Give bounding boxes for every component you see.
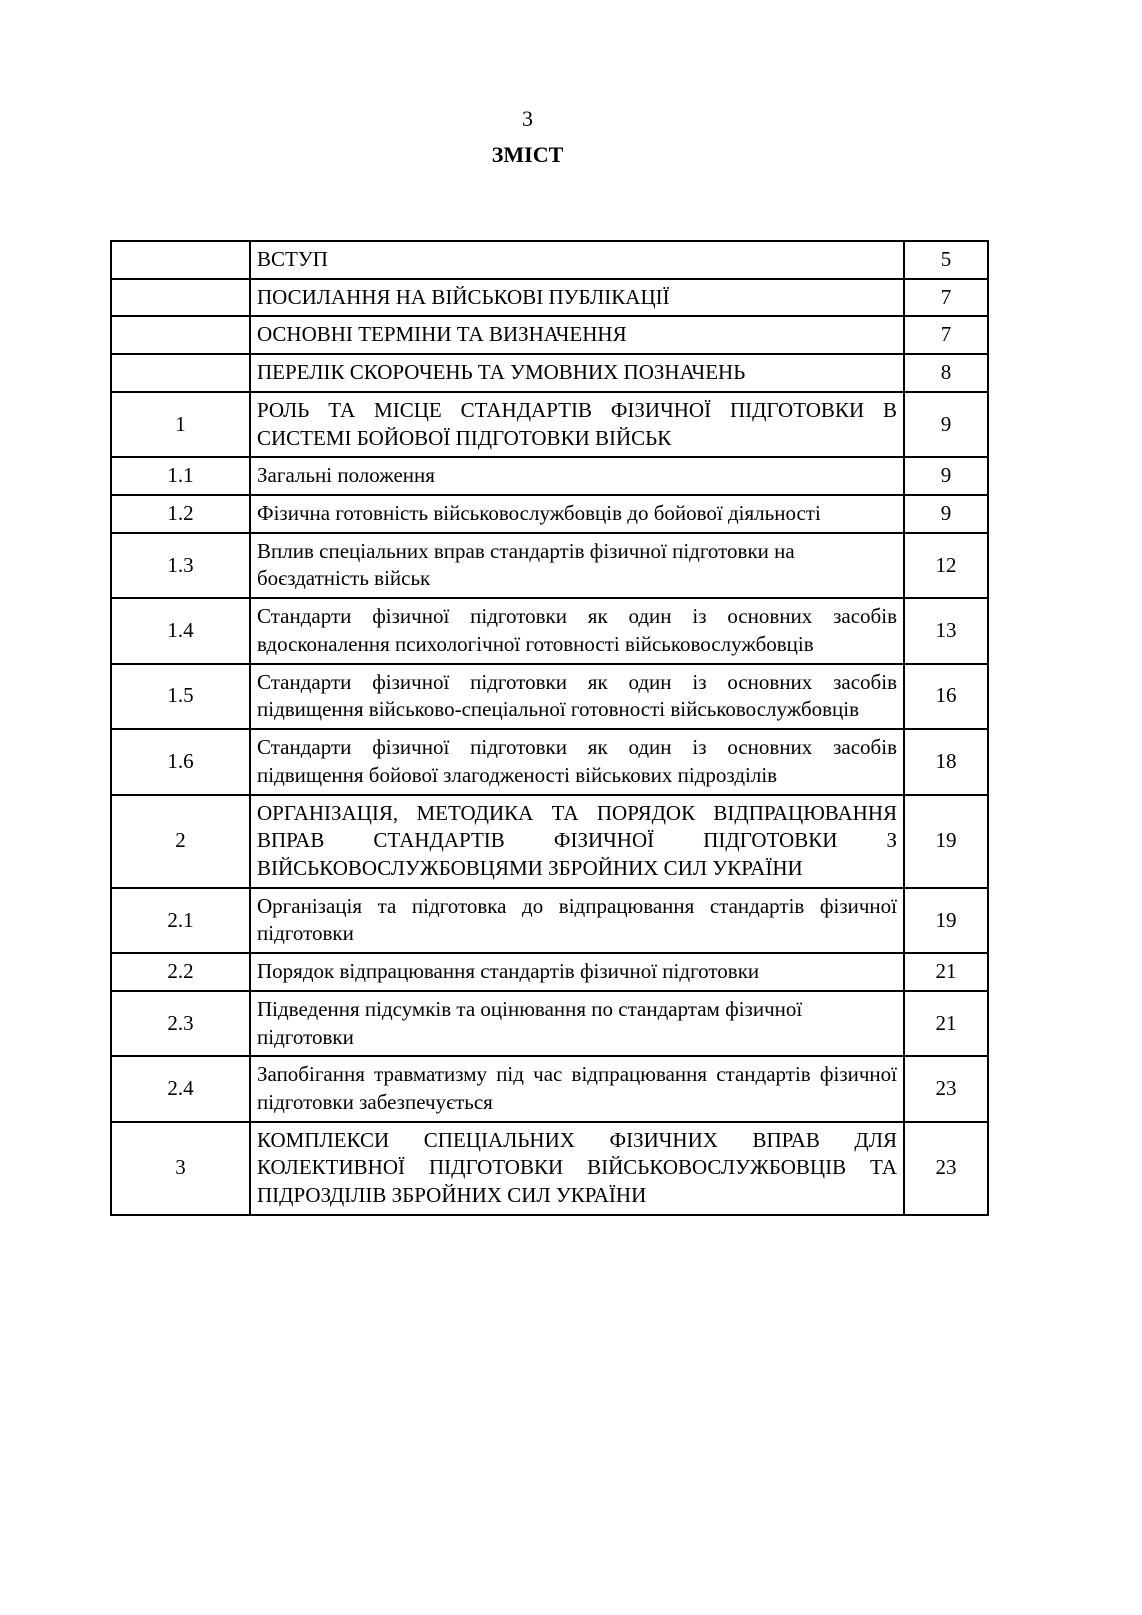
toc-row — [111, 241, 988, 279]
toc-row — [111, 598, 988, 663]
toc-section-number: 2.2 — [111, 953, 250, 991]
toc-section-number: 2.4 — [111, 1056, 250, 1121]
toc-section-number: 1.4 — [111, 598, 250, 663]
toc-entry-title: ПОСИЛАННЯ НА ВІЙСЬКОВІ ПУБЛІКАЦІЇ — [250, 279, 904, 317]
toc-row — [111, 729, 988, 794]
toc-section-number: 3 — [111, 1122, 250, 1215]
toc-row — [111, 495, 988, 533]
toc-entry-page: 16 — [904, 664, 988, 729]
toc-entry-page: 18 — [904, 729, 988, 794]
toc-row — [111, 991, 988, 1056]
toc-entry-page: 12 — [904, 533, 988, 598]
toc-row — [111, 354, 988, 392]
toc-section-number: 2.1 — [111, 888, 250, 953]
toc-entry-page: 9 — [904, 457, 988, 495]
toc-section-number — [111, 354, 250, 392]
toc-row — [111, 888, 988, 953]
toc-entry-page: 9 — [904, 392, 988, 457]
toc-entry-page: 19 — [904, 795, 988, 888]
toc-entry-page: 7 — [904, 316, 988, 354]
toc-table — [110, 240, 989, 1216]
toc-entry-page: 9 — [904, 495, 988, 533]
toc-entry-page: 5 — [904, 241, 988, 279]
toc-entry-title: Фізична готовність військовослужбовців до бойової діяльності — [250, 495, 904, 533]
toc-entry-title: РОЛЬ ТА МІСЦЕ СТАНДАРТІВ ФІЗИЧНОЇ ПІДГОТОВКИ В СИСТЕМІ БОЙОВОЇ ПІДГОТОВКИ ВІЙСЬК — [250, 392, 904, 457]
toc-section-number: 1.1 — [111, 457, 250, 495]
toc-entry-title: ВСТУП — [250, 241, 904, 279]
toc-entry-title: Вплив спеціальних вправ стандартів фізичної підготовки на боєздатність військ — [250, 533, 904, 598]
toc-section-number: 1 — [111, 392, 250, 457]
toc-entry-page: 13 — [904, 598, 988, 663]
toc-entry-title: Організація та підготовка до відпрацювання стандартів фізичної підготовки — [250, 888, 904, 953]
toc-entry-title: ОРГАНІЗАЦІЯ, МЕТОДИКА ТА ПОРЯДОК ВІДПРАЦЮВАННЯ ВПРАВ СТАНДАРТІВ ФІЗИЧНОЇ ПІДГОТОВКИ З ВІЙСЬКОВОСЛУЖБОВЦЯМИ ЗБРОЙНИХ СИЛ УКРАЇНИ — [250, 795, 904, 888]
toc-section-number: 1.2 — [111, 495, 250, 533]
toc-row — [111, 1056, 988, 1121]
toc-row — [111, 392, 988, 457]
page-title: ЗМІСТ — [491, 142, 564, 167]
toc-row — [111, 457, 988, 495]
toc-entry-page: 19 — [904, 888, 988, 953]
toc-row — [111, 795, 988, 888]
toc-entry-title: Запобігання травматизму під час відпрацювання стандартів фізичної підготовки забезпечується — [250, 1056, 904, 1121]
toc-entry-title: Стандарти фізичної підготовки як один із основних засобів підвищення військово-спеціальної готовності військовослужбовців — [250, 664, 904, 729]
toc-row — [111, 1122, 988, 1215]
toc-section-number: 1.5 — [111, 664, 250, 729]
toc-section-number — [111, 316, 250, 354]
toc-entry-page: 23 — [904, 1056, 988, 1121]
toc-entry-title: Стандарти фізичної підготовки як один із основних засобів підвищення бойової злагодженості військових підрозділів — [250, 729, 904, 794]
toc-row — [111, 664, 988, 729]
toc-entry-title: Порядок відпрацювання стандартів фізичної підготовки — [250, 953, 904, 991]
toc-section-number — [111, 241, 250, 279]
toc-row — [111, 533, 988, 598]
toc-section-number: 1.6 — [111, 729, 250, 794]
toc-entry-title: ПЕРЕЛІК СКОРОЧЕНЬ ТА УМОВНИХ ПОЗНАЧЕНЬ — [250, 354, 904, 392]
toc-section-number: 2.3 — [111, 991, 250, 1056]
toc-section-number: 2 — [111, 795, 250, 888]
toc-entry-title: ОСНОВНІ ТЕРМІНИ ТА ВИЗНАЧЕННЯ — [250, 316, 904, 354]
toc-entry-page: 7 — [904, 279, 988, 317]
toc-entry-title: Стандарти фізичної підготовки як один із основних засобів вдосконалення психологічної готовності військовослужбовців — [250, 598, 904, 663]
toc-row — [111, 316, 988, 354]
page-number: 3 — [522, 106, 533, 131]
toc-entry-page: 21 — [904, 953, 988, 991]
toc-row — [111, 953, 988, 991]
toc-table-body — [111, 241, 988, 1215]
toc-entry-title: Загальні положення — [250, 457, 904, 495]
toc-entry-title: КОМПЛЕКСИ СПЕЦІАЛЬНИХ ФІЗИЧНИХ ВПРАВ ДЛЯ КОЛЕКТИВНОЇ ПІДГОТОВКИ ВІЙСЬКОВОСЛУЖБОВЦІВ ТА ПІДРОЗДІЛІВ ЗБРОЙНИХ СИЛ УКРАЇНИ — [250, 1122, 904, 1215]
toc-row — [111, 279, 988, 317]
toc-section-number: 1.3 — [111, 533, 250, 598]
toc-entry-page: 23 — [904, 1122, 988, 1215]
toc-entry-page: 21 — [904, 991, 988, 1056]
toc-section-number — [111, 279, 250, 317]
toc-entry-title: Підведення підсумків та оцінювання по стандартам фізичної підготовки — [250, 991, 904, 1056]
toc-entry-page: 8 — [904, 354, 988, 392]
